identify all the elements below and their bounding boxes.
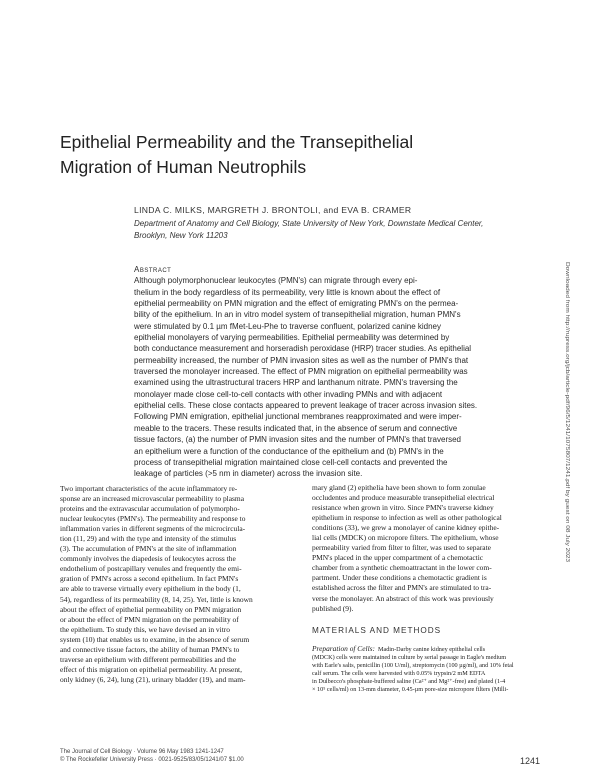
body-line: commonly involves the diapedesis of leukocytes across the: [60, 554, 236, 564]
footer-line: © The Rockefeller University Press · 0021-9525/83/05/1241/07 $1.00: [60, 757, 244, 763]
abstract-line: process of transepithelial migration maintained close cell-cell contacts and prevented the: [134, 457, 448, 467]
abstract-line: monolayer made close cell-to-cell contacts with other invading PMNs and with adjacent: [134, 389, 443, 399]
methods-line: in Dulbecco's phosphate-buffered saline (Ca²⁺ and Mg²⁺-free) and plated (1-4: [312, 678, 506, 686]
body-line: only kidney (6, 24), lung (21), urinary bladder (19), and mam-: [60, 674, 246, 684]
abstract-label: Abstract: [134, 265, 172, 274]
body-column-right: [312, 483, 554, 694]
journal-footer: [60, 748, 360, 764]
abstract-line: an epithelium were a function of the conductance of the epithelium and (b) PMN's in the: [134, 446, 444, 456]
body-line: chamber from a synthetic chemoattractant in the lower com-: [312, 563, 492, 573]
methods-line: × 10⁵ cells/ml) on 13-mm diameter, 0.45-µm pore-size micropore filters (Milli-: [312, 686, 509, 694]
body-line: epithelium in response to infection as well as other pathological: [312, 513, 502, 523]
abstract-line: epithelial cells. These close contacts appeared to prevent leakage of tracer across invasion sites.: [134, 401, 478, 411]
abstract-line: leakage of particles (>5 nm in diameter) across the invasion site.: [134, 469, 363, 479]
page-number: 1241: [520, 756, 541, 766]
abstract-line: [134, 264, 552, 287]
body-line: mary gland (2) epithelia have been shown to form zonulae: [312, 483, 486, 492]
body-line: resistance when grown in vitro. Since PMN's traverse kidney: [312, 503, 494, 513]
affiliation-line: Department of Anatomy and Cell Biology, State University of New York, Downstate Medical Center,: [134, 219, 484, 228]
body-line: PMN's placed in the upper compartment of a chemotactic: [312, 553, 484, 563]
abstract-line: epithelial permeability on PMN migration and the effect of emigrating PMN's on the permea-: [134, 299, 459, 309]
author-list: LINDA C. MILKS, MARGRETH J. BRONTOLI, and EVA B. CRAMER: [134, 205, 412, 215]
abstract-line-text: Although polymorphonuclear leukocytes (PMN's) can migrate through every epi-: [134, 276, 418, 286]
article-title: [60, 130, 500, 180]
body-line: traverse an epithelium with different permeabilities and the: [60, 654, 237, 664]
body-line: (3). The accumulation of PMN's at the site of inflammation: [60, 544, 237, 554]
abstract-line: were stimulated by 0.1 µm fMet-Leu-Phe to traverse confluent, polarized canine kidney: [134, 321, 441, 331]
abstract-line: Following PMN emigration, epithelial junctional membranes reapproximated and were imper-: [134, 412, 462, 422]
body-line: proteins and the extravascular accumulation of polymorpho-: [60, 504, 240, 514]
body-line: 54), regardless of its permeability (8, 14, 25). Yet, little is known: [60, 594, 253, 604]
methods-line: with Earle's salts, penicillin (100 U/ml), streptomycin (100 µg/ml), and 10% fetal: [312, 661, 514, 669]
body-line: about the effect of epithelial permeability on PMN migration: [60, 604, 242, 614]
abstract-line: permeability increased, the number of PMN invasion sites as well as the number of PMN's that: [134, 355, 469, 365]
abstract-line: tissue factors, (a) the number of PMN invasion sites and the number of PMN's that traversed: [134, 435, 462, 445]
title-line: Migration of Human Neutrophils: [60, 157, 307, 177]
body-line: and connective tissue factors, the ability of human PMN's to: [60, 644, 240, 654]
body-line: Two important characteristics of the acute inflammatory re-: [60, 484, 238, 493]
body-line: occludentes and produce measurable transepithelial electrical: [312, 493, 495, 503]
abstract-line: traversed the monolayer increased. The effect of PMN migration on epithelial permeability was: [134, 367, 468, 377]
affiliation: [134, 218, 554, 241]
body-line: nuclear leukocytes (PMN's). The permeability and response to: [60, 514, 246, 524]
body-line: partment. Under these conditions a chemotactic gradient is: [312, 573, 487, 583]
watermark-svg: [564, 262, 574, 562]
body-column-left: [60, 484, 302, 685]
body-line: gration of PMN's across a second epithelium. In fact PMN's: [60, 574, 239, 584]
methods-runhead: Preparation of Cells:: [312, 644, 375, 653]
abstract-line: thelium in the body regardless of its permeability, very little is known about the effect of: [134, 287, 441, 297]
affiliation-line: Brooklyn, New York 11203: [134, 230, 228, 240]
methods-paragraph: [312, 645, 554, 695]
title-line: Epithelial Permeability and the Transepithelial: [60, 132, 414, 152]
methods-line: [312, 645, 554, 654]
body-line: system (10) that enables us to examine, in the absence of serum: [60, 634, 250, 644]
body-line: tion (11, 29) and with the type and intensity of the stimulus: [60, 534, 237, 544]
footer-line: The Journal of Cell Biology · Volume 96 May 1983 1241-1247: [60, 749, 224, 755]
abstract-line: examined using the ultrastructural tracers HRP and lanthanum nitrate. PMN's traversing the: [134, 378, 458, 388]
methods-line-text: Madin-Darby canine kidney epithelial cells: [377, 645, 486, 653]
body-line: conditions (33), we grew a monolayer of canine kidney epithe-: [312, 523, 500, 533]
body-line: published (9).: [312, 603, 354, 613]
methods-line: calf serum. The cells were harvested with 0.05% trypsin/2 mM EDTA: [312, 669, 486, 677]
body-line: established across the filter and PMN's are stimulated to tra-: [312, 583, 492, 593]
body-line: lial cells (MDCK) on micropore filters. The epithelium, whose: [312, 533, 499, 543]
download-watermark: [564, 262, 574, 562]
body-line: are able to traverse virtually every epithelium in the body (1,: [60, 584, 241, 594]
body-line: permeability varied from filter to filter, was used to separate: [312, 543, 491, 553]
section-heading: MATERIALS AND METHODS: [312, 625, 442, 635]
body-line: endothelium of postcapillary venules and frequently the emi-: [60, 564, 242, 574]
body-line: sponse are an increased microvascular permeability to plasma: [60, 494, 245, 504]
body-line: or about the effect of PMN migration on the permeability of: [60, 614, 239, 624]
abstract-line: bility of the epithelium. In an in vitro model system of transepithelial migration, human PMN's: [134, 310, 461, 320]
body-line: effect of this migration on epithelial permeability. At present,: [60, 664, 242, 674]
abstract-line: both conductance measurement and horseradish peroxidase (HRP) tracer studies. As epithelial: [134, 344, 472, 354]
body-line: the epithelium. To study this, we have devised an in vitro: [60, 624, 230, 634]
watermark-text: Downloaded from http://rupress.org/jcb/article-pdf/96/5/1241/1075807/1241.pdf by guest on 08 July 2023: [564, 262, 570, 499]
abstract-line: epithelial monolayers of varying permeabilities. Epithelial permeability was determined by: [134, 333, 450, 343]
body-line: inflammation varies in different segments of the microcircula-: [60, 524, 246, 534]
abstract: [134, 264, 552, 480]
body-line: verse the monolayer. An abstract of this work was previously: [312, 593, 494, 603]
methods-line: (MDCK) cells were maintained in culture by serial passage in Eagle's medium: [312, 653, 507, 661]
abstract-line: meable to the tracers. These results indicated that, in the absence of serum and connective: [134, 423, 458, 433]
